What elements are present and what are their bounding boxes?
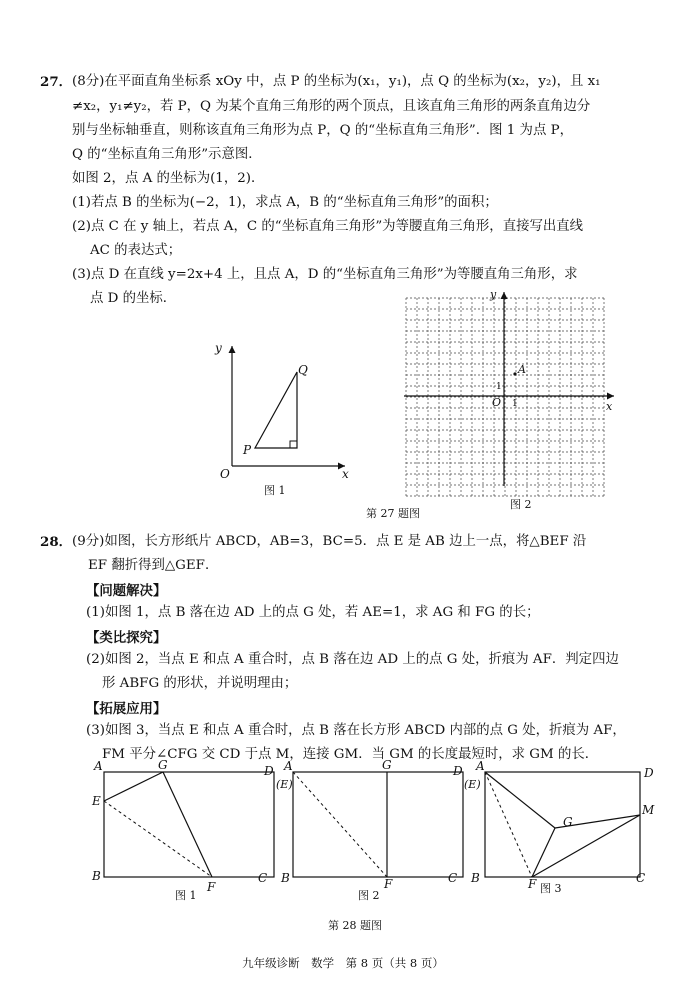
coordinate-grid — [406, 298, 604, 496]
subquestion-2: (2)点 C 在 y 轴上，若点 A，C 的“坐标直角三角形”为等腰直角三角形，直接写出直线 — [72, 219, 584, 234]
subquestion-3: (3)点 D 在直线 y=2x+4 上，且点 A，D 的“坐标直角三角形”为等腰直角三角形，求 — [72, 267, 578, 282]
axis-label-x: x — [606, 400, 613, 413]
subquestion-2: (2)如图 2，当点 E 和点 A 重合时，点 B 落在边 AD 上的点 G 处，折痕为 AF．判定四边 — [86, 652, 619, 667]
vertex-label-e: E — [92, 794, 101, 808]
segment-gf — [163, 772, 212, 877]
vertex-label-e: (E) — [464, 778, 481, 791]
right-triangle — [255, 372, 297, 448]
point-label-q: Q — [298, 363, 308, 377]
vertex-label-e: (E) — [276, 778, 293, 791]
vertex-label-b: B — [281, 871, 290, 885]
q28-figure-caption: 第 28 题图 — [328, 919, 382, 932]
axis-label-y: y — [490, 288, 497, 301]
vertex-label-b: B — [471, 871, 480, 885]
question-text-line: 别与坐标轴垂直，则称该直角三角形为点 P，Q 的“坐标直角三角形”．图 1 为点 P， — [72, 123, 573, 138]
vertex-label-f: F — [528, 877, 537, 891]
vertex-label-a: A — [476, 759, 485, 773]
unit-label-y: 1 — [496, 382, 502, 392]
segment-ag — [485, 772, 555, 828]
axis-label-x: x — [342, 467, 349, 481]
point-label-p: P — [243, 443, 252, 457]
question-text-line: Q 的“坐标直角三角形”示意图． — [72, 147, 262, 162]
subquestion-3-cont: 点 D 的坐标． — [90, 291, 177, 306]
section-heading-extension: 【拓展应用】 — [86, 701, 167, 717]
question-text-line: ≠x₂，y₁≠y₂，若 P，Q 为某个直角三角形的两个顶点，且该直角三角形的两条直角边分 — [72, 99, 591, 114]
segment-af-dashed — [485, 772, 532, 877]
origin-label: O — [220, 467, 230, 481]
vertex-label-c: C — [636, 871, 646, 885]
q28-figure-1 — [90, 758, 290, 898]
subquestion-3-cont: FM 平分∠CFG 交 CD 于点 M，连接 GM．当 GM 的长度最短时，求 GM 的长． — [102, 747, 599, 762]
vertex-label-c: C — [448, 871, 458, 885]
q27-figure-caption: 第 27 题图 — [366, 507, 420, 520]
vertex-label-d: D — [264, 764, 274, 778]
subquestion-3: (3)如图 3，当点 E 和点 A 重合时，点 B 落在长方形 ABCD 内部的点 G 处，折痕为 AF， — [86, 723, 626, 738]
vertex-label-d: D — [453, 764, 463, 778]
vertex-label-f: F — [384, 877, 393, 891]
q27-figure-1-caption: 图 1 — [264, 484, 286, 497]
question-text-line: EF 翻折得到△GEF． — [88, 558, 219, 573]
rectangle-abcd — [293, 772, 463, 877]
section-heading-analogy: 【类比探究】 — [86, 630, 167, 646]
segment-ef-dashed — [104, 801, 212, 877]
q27-figure-1 — [210, 338, 370, 498]
subquestion-1: (1)如图 1，点 B 落在边 AD 上的点 G 处，若 AE=1，求 AG 和 FG 的长； — [86, 605, 540, 620]
right-angle-mark — [290, 441, 297, 448]
vertex-label-f: F — [207, 880, 216, 894]
vertex-label-m: M — [642, 803, 655, 817]
subquestion-2-cont: AC 的表达式； — [90, 243, 182, 258]
segment-eg — [104, 772, 163, 801]
vertex-label-g: G — [158, 758, 168, 772]
q28-figure-2 — [278, 758, 468, 898]
question-number: 27． — [40, 74, 73, 90]
vertex-label-c: C — [258, 871, 268, 885]
q28-figure-3-caption: 图 3 — [540, 882, 562, 895]
vertex-label-a: A — [284, 759, 293, 773]
origin-label: O — [492, 396, 502, 409]
segment-gf — [532, 828, 555, 877]
point-label-a: A — [518, 363, 526, 376]
vertex-label-g: G — [563, 815, 573, 829]
segment-af-dashed — [293, 772, 387, 877]
subquestion-1: (1)若点 B 的坐标为(−2，1)，求点 A，B 的“坐标直角三角形”的面积； — [72, 195, 498, 210]
segment-fm — [532, 815, 640, 877]
unit-label-x: 1 — [512, 399, 518, 409]
vertex-label-b: B — [92, 869, 101, 883]
vertex-label-g: G — [382, 758, 392, 772]
vertex-label-a: A — [94, 759, 103, 773]
page-footer: 九年级诊断 数学 第 8 页（共 8 页） — [242, 956, 444, 970]
question-number: 28． — [40, 534, 73, 550]
question-text-line: (9分)如图，长方形纸片 ABCD，AB=3，BC=5．点 E 是 AB 边上一点，将△BEF 沿 — [72, 534, 587, 549]
subquestion-2-cont: 形 ABFG 的形状，并说明理由； — [102, 676, 298, 691]
axis-label-y: y — [215, 341, 222, 355]
question-text-line: 如图 2，点 A 的坐标为(1，2)． — [72, 171, 265, 186]
question-text-line: (8分)在平面直角坐标系 xOy 中，点 P 的坐标为(x₁，y₁)，点 Q 的坐标为(x₂，y₂)，且 x₁ — [72, 74, 601, 89]
q28-figure-3 — [464, 758, 668, 898]
point-a — [513, 372, 516, 375]
q27-figure-2 — [400, 290, 620, 500]
q28-figure-2-caption: 图 2 — [358, 889, 380, 902]
q27-figure-2-caption: 图 2 — [510, 498, 532, 511]
section-heading-problem-solving: 【问题解决】 — [86, 583, 167, 599]
vertex-label-d: D — [644, 766, 654, 780]
q28-figure-1-caption: 图 1 — [175, 889, 197, 902]
